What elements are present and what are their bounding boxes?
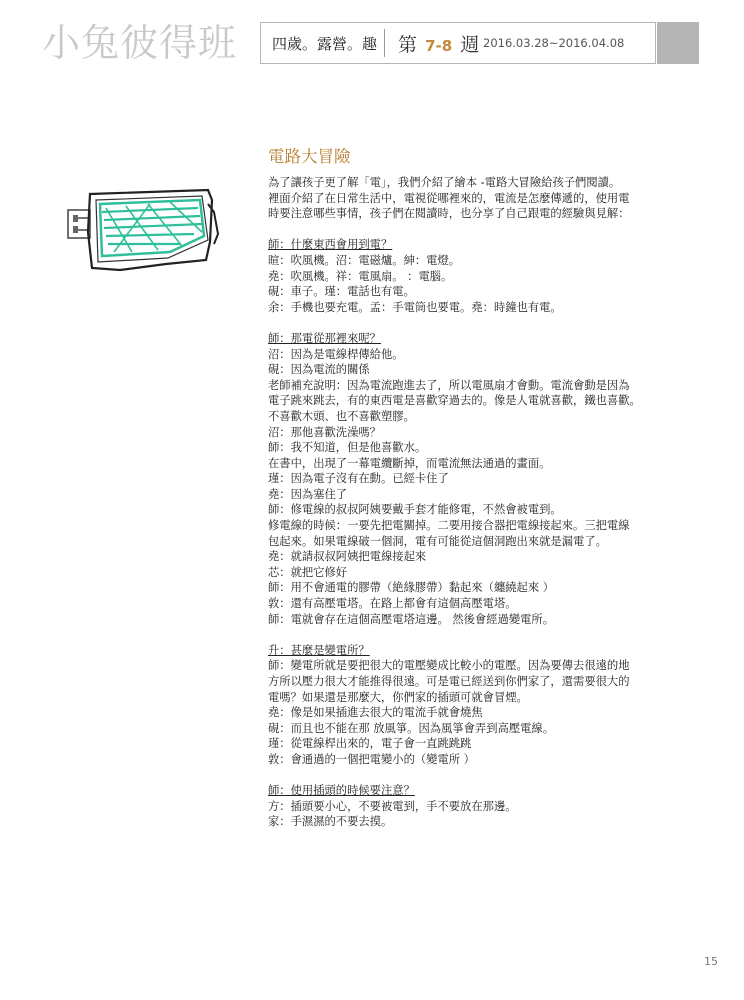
paragraph-spacer [268, 222, 688, 238]
text-line: 時要注意哪些事情，孩子們在閱讀時，也分享了自己跟電的經驗與見解： [268, 207, 630, 221]
week-label [398, 30, 479, 57]
text-line: 堯：吹風機。祥：電風扇。 ：電腦。 [268, 269, 453, 283]
brand-title: 小兔彼得班 [42, 21, 238, 65]
header-box [260, 22, 656, 64]
text-line: 余：手機也要充電。孟：手電筒也要電。堯：時鐘也有電。 [268, 300, 562, 314]
text-line: 為了讓孩子更了解「電」，我們介紹了繪本 -電路大冒險給孩子們閱讀。 [268, 176, 621, 189]
text-line: 老師補充說明：因為電流跑進去了，所以電風扇才會動。電流會動是因為 [268, 378, 630, 392]
paragraph-spacer [268, 315, 688, 331]
text-line: 裡面介紹了在日常生活中，電視從哪裡來的，電流是怎麼傳遞的，使用電 [268, 191, 630, 205]
text-line: 師：用不會通電的膠帶（絶緣膠帶）黏起來（纏繞起來 ） [268, 581, 555, 595]
text-line: 敦：還有高壓電塔。在路上都會有這個高壓電塔。 [268, 597, 517, 611]
paragraph-spacer [268, 768, 688, 784]
text-line: 暄：吹風機。沼：電磁爐。紳：電燈。 [268, 253, 461, 267]
article-body [268, 175, 688, 830]
text-line: 堯：像是如果插進去很大的電流手就會燒焦 [268, 706, 483, 720]
text-line: 硯：而且也不能在那 放風箏。因為風箏會弄到高壓電線。 [268, 721, 555, 735]
text-line: 電嗎？如果還是那麼大，你們家的插頭可就會冒煙。 [268, 690, 528, 704]
header-divider [384, 29, 385, 57]
text-line: 芯：就把它修好 [268, 565, 348, 579]
text-line: 師：我不知道，但是他喜歡水。 [268, 441, 427, 455]
child-drawing-plug-icon [62, 182, 232, 290]
text-line: 沼：那他喜歡洗澡嗎？ [268, 425, 381, 439]
text-line: 修電線的時候：一要先把電關掉。二要用接合器把電線接起來。三把電線 [268, 519, 630, 533]
question-line: 師：那電從那裡來呢？ [268, 331, 381, 345]
question-line: 師：什麼東西會用到電？ [268, 238, 393, 252]
week-suffix: 週 [460, 34, 480, 56]
question-line: 升：甚麼是變電所？ [268, 643, 370, 657]
text-line: 硯：車子。瑾：電話也有電。 [268, 285, 415, 299]
text-line: 在書中，出現了一幕電纜斷掉，而電流無法通過的畫面。 [268, 456, 551, 470]
text-line: 瑾：因為電子沒有在動。已經卡住了 [268, 472, 449, 486]
question-line: 師：使用插頭的時候要注意？ [268, 784, 415, 798]
text-line: 包起來。如果電線破一個洞，電有可能從這個洞跑出來就是漏電了。 [268, 534, 607, 548]
header-gray-block [657, 22, 699, 64]
page-number: 15 [704, 955, 718, 968]
text-line: 電子跳來跳去，有的東西電是喜歡穿過去的。像是人電就喜歡，鐵也喜歡。 [268, 394, 641, 408]
article-title: 電路大冒險 [268, 147, 351, 166]
theme-label: 四歲。露營。趣 [272, 35, 378, 53]
text-line: 師：修電線的叔叔阿姨要戴手套才能修電，不然會被電到。 [268, 503, 562, 517]
text-line: 不喜歡木頭、也不喜歡塑膠。 [268, 409, 415, 423]
text-line: 堯：因為塞住了 [268, 487, 348, 501]
text-line: 硯：因為電流的關係 [268, 363, 370, 377]
text-line: 方：插頭要小心，不要被電到，手不要放在那邊。 [268, 799, 517, 813]
text-line: 方所以壓力很大才能推得很遠。可是電已經送到你們家了，還需要很大的 [268, 675, 630, 688]
text-line: 家：手濕濕的不要去摸。 [268, 815, 393, 829]
text-line: 沼：因為是電線桿傳給他。 [268, 347, 404, 361]
date-range: 2016.03.28~2016.04.08 [483, 36, 625, 50]
week-prefix: 第 [398, 34, 418, 56]
text-line: 師：電就會存在這個高壓電塔這邊。 然後會經過變電所。 [268, 612, 555, 626]
week-range: 7-8 [425, 37, 453, 55]
text-line: 敦：會通過的一個把電變小的（變電所 ） [268, 752, 475, 766]
text-line: 師：變電所就是要把很大的電壓變成比較小的電壓。因為要傳去很遠的地 [268, 659, 630, 673]
paragraph-spacer [268, 627, 688, 643]
text-line: 瑾：從電線桿出來的，電子會一直跳跳跳 [268, 737, 472, 751]
text-line: 堯：就請叔叔阿姨把電線接起來 [268, 550, 427, 564]
